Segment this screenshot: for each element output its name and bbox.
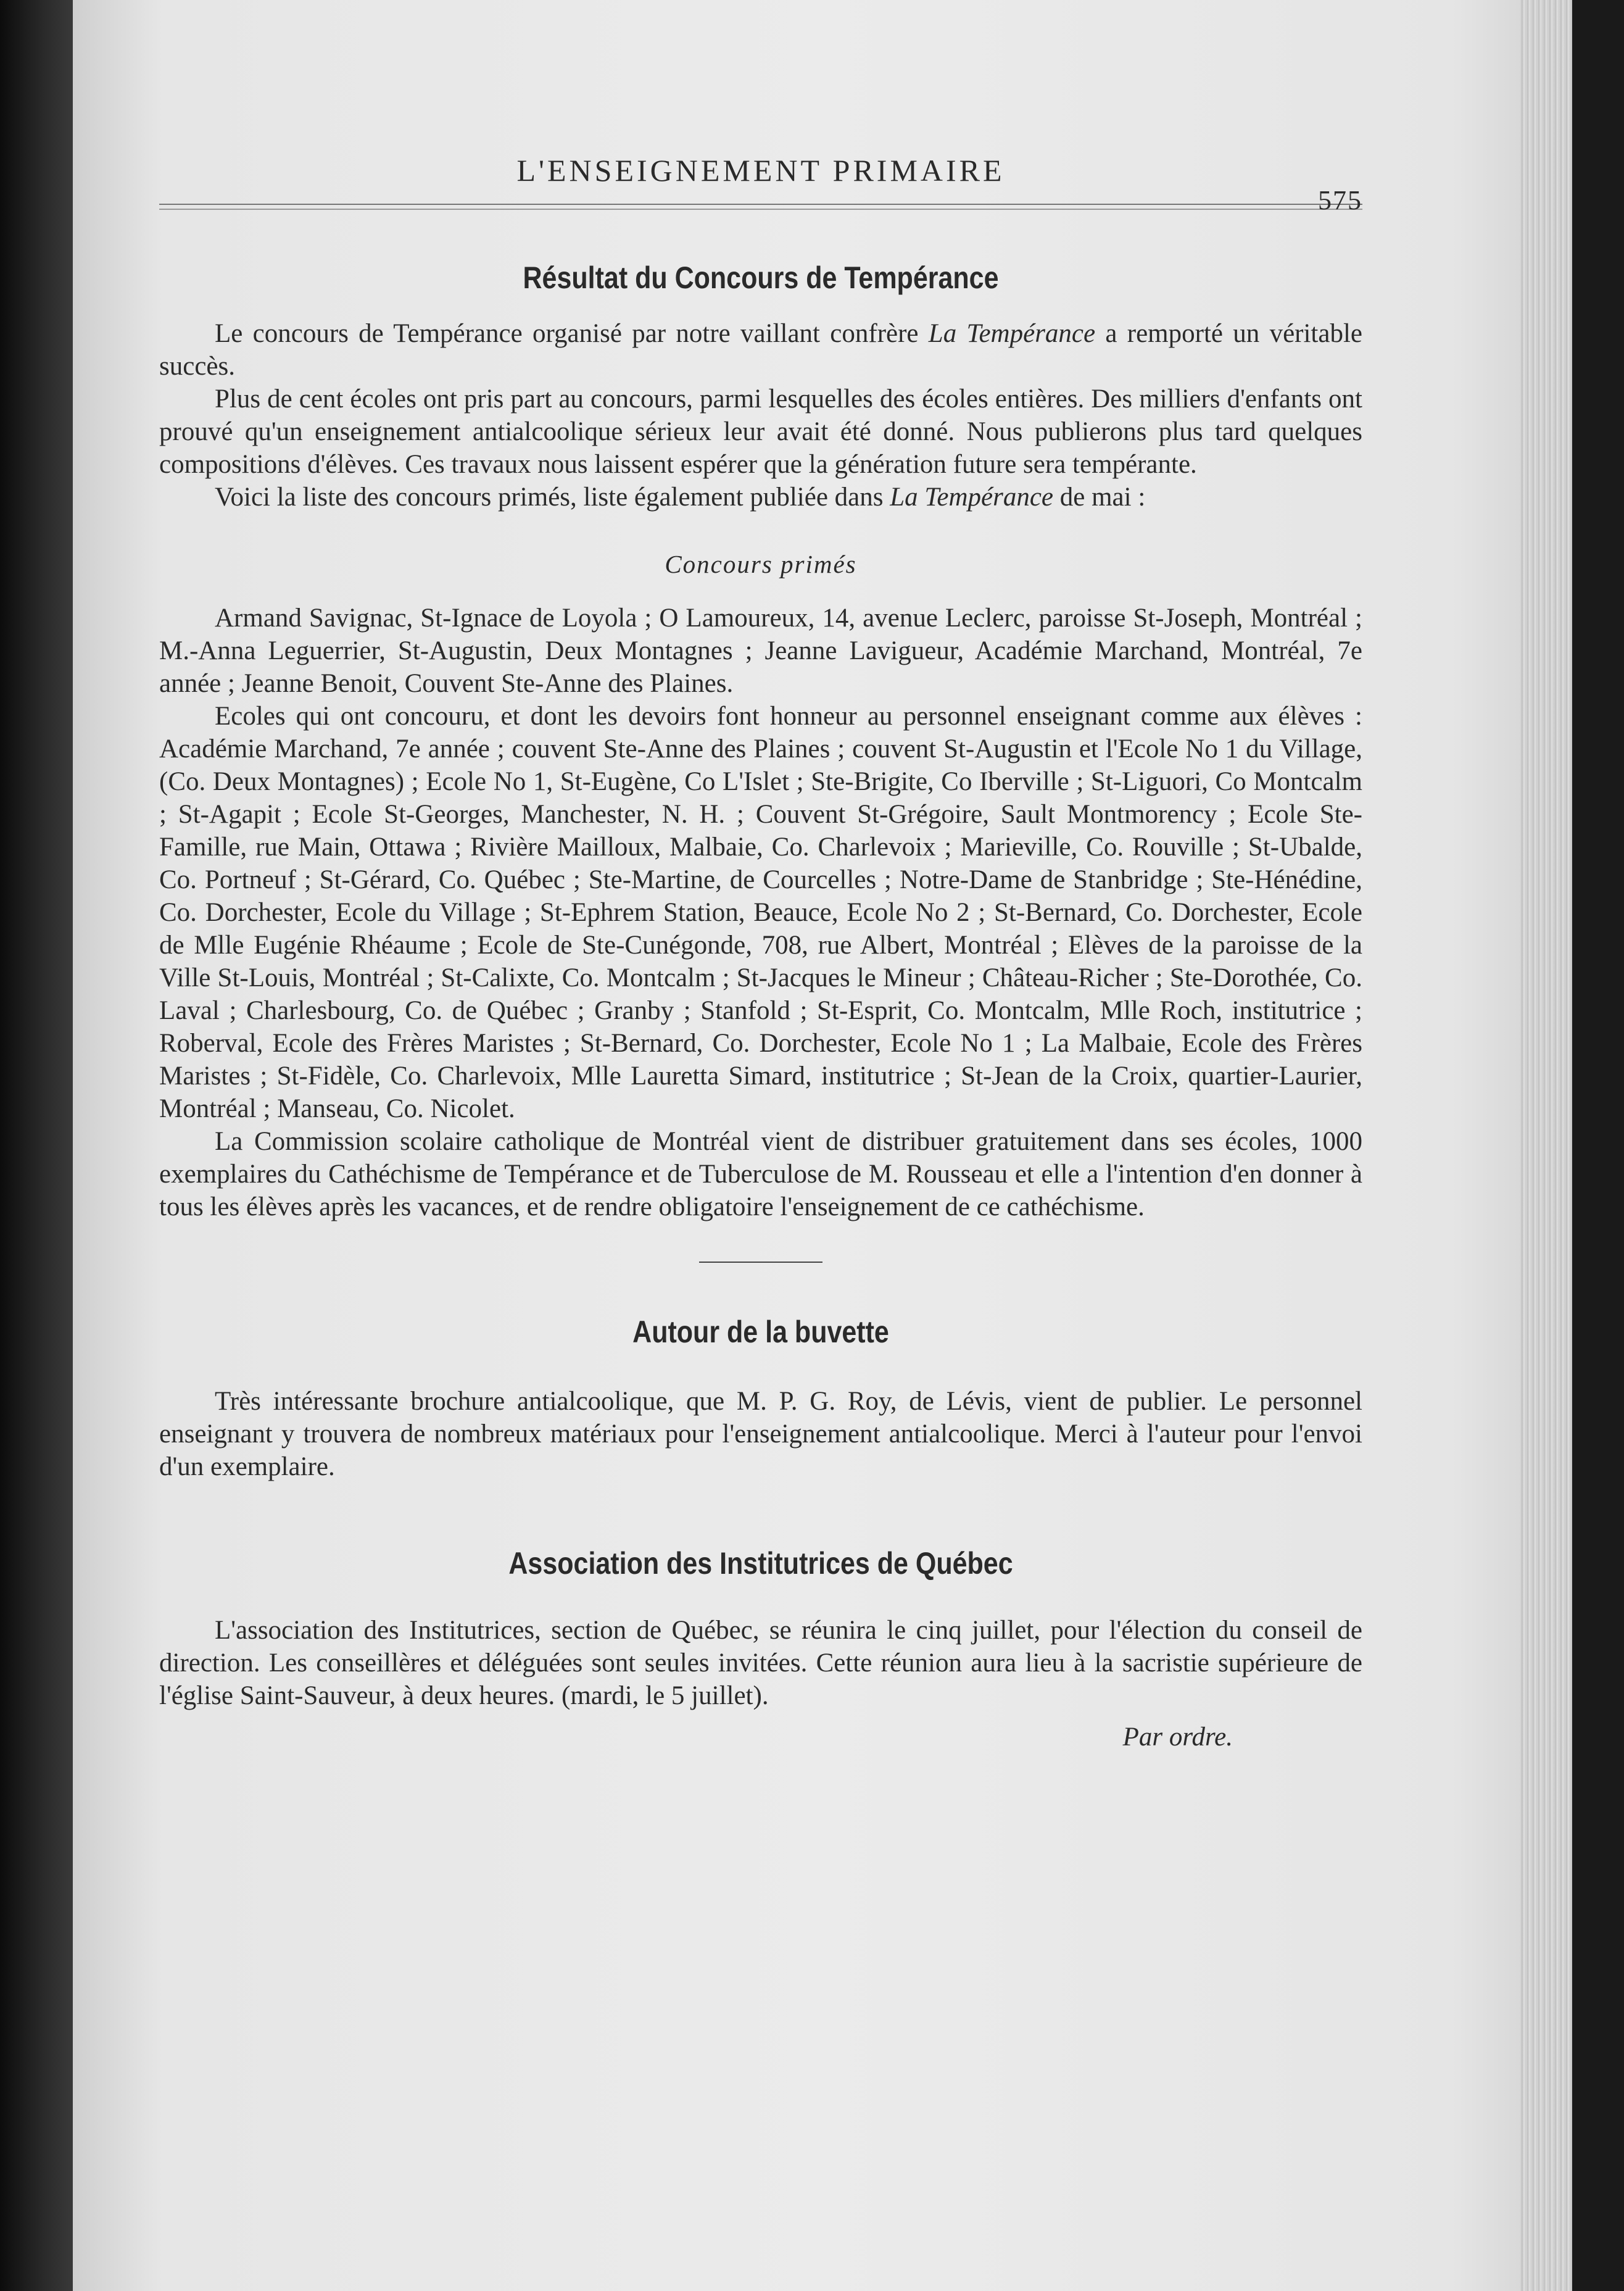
section-title-buvette: Autour de la buvette <box>632 1315 889 1349</box>
section-title-association: Association des Institutrices de Québec <box>508 1546 1013 1581</box>
page-number: 575 <box>1318 185 1362 215</box>
journal-name-la-temperance: La Tempérance <box>928 319 1096 348</box>
signature-par-ordre: Par ordre. <box>1122 1723 1233 1752</box>
journal-title: L'ENSEIGNEMENT PRIMAIRE <box>516 153 1005 188</box>
running-head <box>159 123 1362 215</box>
page-content <box>159 123 1362 1753</box>
paragraph-commission: La Commission scolaire catholique de Montréal vient de distribuer gratuitement dans ses écoles, 1000 exemplaires du Cathéchisme de Tempérance et de Tuberculose de M. Rousseau et elle a l'intention d'en donner à tous les élèves après les vacances, et de rendre obligatoire l'enseignement de ce cathéchisme. <box>159 1127 1362 1221</box>
header-rule <box>159 204 1362 210</box>
paragraph-list-intro <box>159 481 1362 514</box>
paragraph-schools: Ecoles qui ont concouru, et dont les devoirs font honneur au personnel enseignant comme aux élèves : Académie Marchand, 7e année ; couvent Ste-Anne des Plaines ; couvent St-Augustin et l'Ecole No 1 du Village, (Co. Deux Montagnes) ; Ecole No 1, St-Eugène, Co L'Islet ; Ste-Brigite, Co Iberville ; St-Liguori, Co Montcalm ; St-Agapit ; Ecole St-Georges, Manchester, N. H. ; Couvent St-Grégoire, Sault Montmorency ; Ecole Ste-Famille, rue Main, Ottawa ; Rivière Mailloux, Malbaie, Co. Charlevoix ; Marieville, Co. Rouville ; St-Ubalde, Co. Portneuf ; St-Gérard, Co. Québec ; Ste-Martine, de Courcelles ; Notre-Dame de Stanbridge ; Ste-Hénédine, Co. Dorchester, Ecole du Village ; St-Ephrem Station, Beauce, Ecole No 2 ; St-Bernard, Co. Dorchester, Ecole de Mlle Eugénie Rhéaume ; Ecole de Ste-Cunégonde, 708, rue Albert, Montréal ; Elèves de la paroisse de la Ville St-Louis, Montréal ; St-Calixte, Co. Montcalm ; St-Jacques le Mineur ; Château-Richer ; Ste-Dorothée, Co. Laval ; Charlesbourg, Co. de Québec ; Granby ; Stanfold ; St-Esprit, Co. Montcalm, Mlle Roch, institutrice ; Roberval, Ecole des Frères Maristes ; St-Bernard, Co. Dorchester, Ecole No 1 ; La Malbaie, Ecole des Frères Maristes ; St-Fidèle, Co. Charlevoix, Mlle Lauretta Simard, institutrice ; St-Jean de la Croix, quartier-Laurier, Montréal ; Manseau, Co. Nicolet. <box>159 702 1362 1123</box>
subtitle-concours-primes: Concours primés <box>665 550 857 578</box>
paragraph-association: L'association des Institutrices, section de Québec, se réunira le cinq juillet, pour l'élection du conseil de direction. Les conseillères et déléguées sont seules invitées. Cette réunion aura lieu à la sacristie supérieure de l'église Saint-Sauveur, à deux heures. (mardi, le 5 juillet). <box>159 1616 1362 1710</box>
paragraph-participation: Plus de cent écoles ont pris part au concours, parmi lesquelles des écoles entières. Des milliers d'enfants ont prouvé qu'un enseignement antialcoolique sérieux leur avait été donné. Nous publierons plus tard quelques compositions d'élèves. Ces travaux nous laissent espérer que la génération future sera tempérante. <box>159 385 1362 479</box>
book-page <box>73 0 1572 2291</box>
paragraph-brochure: Très intéressante brochure antialcoolique, que M. P. G. Roy, de Lévis, vient de publier. Le personnel enseignant y trouvera de nombreux matériaux pour l'enseignement antialcoolique. Merci à l'auteur pour l'envoi d'un exemplaire. <box>159 1387 1362 1481</box>
page-stack-edges <box>1520 0 1572 2291</box>
paragraph-intro-text-a: Le concours de Tempérance organisé par notre vaillant confrère <box>215 319 929 348</box>
paragraph-list-intro-text-b: de mai : <box>1053 483 1146 512</box>
section-title-concours: Résultat du Concours de Tempérance <box>523 260 999 295</box>
journal-name-la-temperance-2: La Tempérance <box>890 483 1053 512</box>
paragraph-intro-text-b: a remporté un véritable succès. <box>159 319 1362 381</box>
section-separator <box>699 1262 822 1263</box>
paragraph-winners: Armand Savignac, St-Ignace de Loyola ; O Lamoureux, 14, avenue Leclerc, paroisse St-Joseph, Montréal ; M.-Anna Leguerrier, St-Augustin, Deux Montagnes ; Jeanne Lavigueur, Académie Marchand, Montréal, 7e année ; Jeanne Benoit, Couvent Ste-Anne des Plaines. <box>159 604 1362 698</box>
scan-dark-margin <box>0 0 80 2291</box>
paragraph-intro <box>159 317 1362 383</box>
paragraph-list-intro-text-a: Voici la liste des concours primés, liste également publiée dans <box>215 483 890 512</box>
